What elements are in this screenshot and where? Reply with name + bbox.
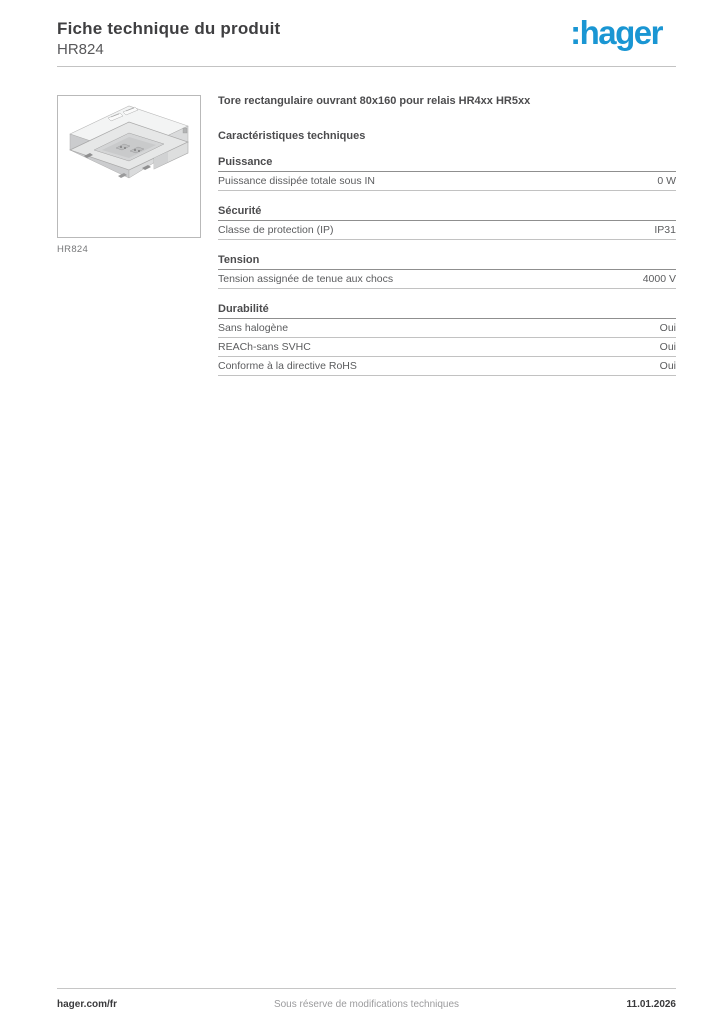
spec-row: [218, 357, 676, 376]
footer: [57, 988, 676, 1010]
spec-column: [218, 95, 676, 376]
footer-date: 11.01.2026: [626, 999, 676, 1010]
spec-label: REACh-sans SVHC: [218, 341, 311, 353]
spec-row: [218, 270, 676, 289]
spec-section: [218, 254, 676, 289]
spec-section-title: Puissance: [218, 156, 676, 172]
spec-value: Oui: [659, 341, 676, 353]
product-image-caption: HR824: [57, 244, 89, 255]
spec-value: Oui: [659, 322, 676, 334]
product-description: Tore rectangulaire ouvrant 80x160 pour relais HR4xx HR5xx: [218, 95, 531, 107]
product-figure: [57, 95, 201, 255]
spec-label: Classe de protection (IP): [218, 224, 334, 236]
spec-section: [218, 205, 676, 240]
spec-value: Oui: [659, 360, 676, 372]
spec-label: Tension assignée de tenue aux chocs: [218, 273, 394, 285]
hager-logo: :hager: [570, 14, 662, 51]
product-photo-icon: [58, 96, 200, 237]
spec-section-title: Tension: [218, 254, 676, 270]
spec-value: 0 W: [657, 175, 676, 187]
footer-website: hager.com/fr: [57, 999, 118, 1010]
spec-row: [218, 172, 676, 191]
spec-section-title: Durabilité: [218, 303, 676, 319]
spec-value: 4000 V: [642, 273, 676, 285]
spec-row: [218, 221, 676, 240]
footer-disclaimer: Sous réserve de modifications techniques: [273, 999, 460, 1010]
page-title: Fiche technique du produit: [57, 19, 281, 38]
spec-value: IP31: [654, 224, 676, 236]
spec-section: [218, 303, 676, 376]
footer-row: [57, 999, 676, 1010]
spec-section: [218, 156, 676, 191]
spec-row: [218, 319, 676, 338]
product-image: [57, 95, 201, 238]
header: [57, 14, 676, 58]
spec-label: Conforme à la directive RoHS: [218, 360, 357, 372]
spec-table-title: Caractéristiques techniques: [218, 130, 366, 142]
spec-sections: [218, 156, 676, 376]
header-divider: [57, 66, 676, 67]
spec-label: Sans halogène: [218, 322, 289, 334]
spec-section-title: Sécurité: [218, 205, 676, 221]
spec-label: Puissance dissipée totale sous IN: [218, 175, 376, 187]
spec-row: [218, 338, 676, 357]
product-reference: HR824: [57, 40, 104, 58]
